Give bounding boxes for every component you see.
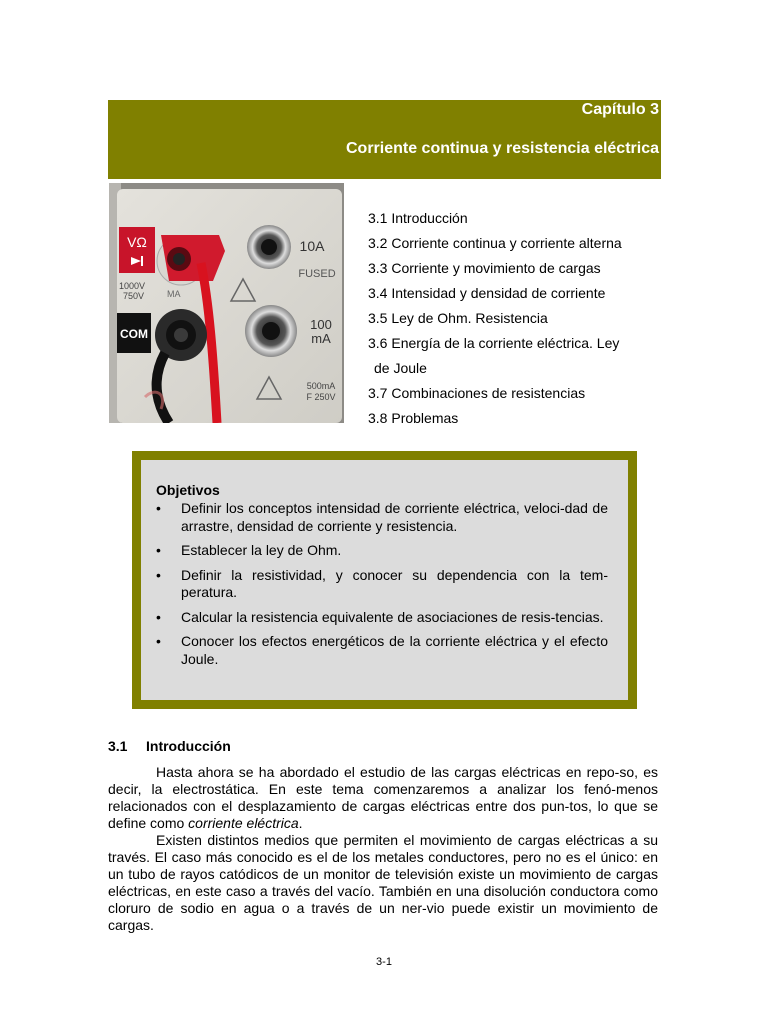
toc-item[interactable]: 3.5 Ley de Ohm. Resistencia xyxy=(368,310,548,326)
label-fuse-rating-2: F 250V xyxy=(306,392,336,402)
voltage-label-1: 1000V xyxy=(119,281,146,291)
ma-label: MA xyxy=(167,289,181,299)
emphasis-term: corriente eléctrica xyxy=(188,815,299,831)
com-label: COM xyxy=(120,327,148,341)
chapter-title: Corriente continua y resistencia eléctrica xyxy=(345,140,659,157)
toc-item[interactable]: 3.6 Energía de la corriente eléctrica. Ley xyxy=(368,335,620,351)
objectives-box xyxy=(132,451,637,709)
label-100: 100 xyxy=(310,317,332,332)
section-body xyxy=(108,764,658,934)
objective-item: • Conocer los efectos energéticos de la corriente eléctrica y el efecto Joule. xyxy=(156,633,608,667)
multimeter-photo xyxy=(109,183,344,423)
bullet-icon: • xyxy=(156,608,161,625)
objective-item: • Definir la resistividad, y conocer su dependencia con la tem-peratura. xyxy=(156,566,608,600)
bullet-icon: • xyxy=(156,633,161,649)
chapter-header xyxy=(108,100,661,179)
toc-item[interactable]: 3.7 Combinaciones de resistencias xyxy=(368,385,586,401)
bullet-icon: • xyxy=(156,542,161,558)
v-ohm-label: VΩ xyxy=(127,234,147,250)
label-ma: mA xyxy=(311,331,331,346)
page-number: 3-1 xyxy=(376,956,392,968)
toc-item-continuation[interactable]: de Joule xyxy=(374,360,427,376)
toc-item[interactable]: 3.2 Corriente continua y corriente alterna xyxy=(368,235,622,251)
objectives-list xyxy=(156,500,608,675)
bullet-icon: • xyxy=(156,500,161,516)
paragraph: Existen distintos medios que permiten el movimiento de cargas eléctricas a su través. El caso más conocido es el de los metales conductores, pero no es el único: en un tubo de rayos catódicos de un monitor de televisión existe un movimiento de cargas eléctricas, en este caso a través del vacío. También en una disolución conductora como cloruro de sodio en agua o a través de un ner-vio puede existir un movimiento de cargas. xyxy=(108,832,658,933)
paragraph: Hasta ahora se ha abordado el estudio de las cargas eléctricas en repo-so, es decir, la electrostática. En este tema comenzaremos a analizar los fenó-menos relacionados con el desplazamiento de cargas eléctricas entre dos pun-tos, lo que se define como corriente eléctrica. xyxy=(108,764,658,831)
toc-item[interactable]: 3.1 Introducción xyxy=(368,210,468,226)
chapter-number: Capítulo 3 xyxy=(581,101,659,118)
bullet-icon: • xyxy=(156,566,161,583)
label-fuse-rating-1: 500mA xyxy=(306,381,336,391)
objectives-panel xyxy=(141,460,628,700)
table-of-contents xyxy=(368,206,660,431)
objectives-title: Objetivos xyxy=(156,482,220,498)
toc-item[interactable]: 3.8 Problemas xyxy=(368,410,459,426)
section-heading xyxy=(108,738,231,754)
label-10a: 10A xyxy=(299,238,325,254)
objective-item: • Definir los conceptos intensidad de corriente eléctrica, veloci-dad de arrastre, densidad de corriente y resistencia. xyxy=(156,500,608,534)
multimeter-illustration xyxy=(109,183,344,423)
objective-item: • Calcular la resistencia equivalente de asociaciones de resis-tencias. xyxy=(156,608,604,625)
objective-item: • Establecer la ley de Ohm. xyxy=(156,542,342,558)
voltage-label-2: 750V xyxy=(123,291,145,301)
section-number: 3.1 xyxy=(108,738,128,754)
label-fused: FUSED xyxy=(298,268,336,280)
toc-item[interactable]: 3.4 Intensidad y densidad de corriente xyxy=(368,285,606,301)
toc-item[interactable]: 3.3 Corriente y movimiento de cargas xyxy=(368,260,601,276)
section-title: Introducción xyxy=(146,738,231,754)
